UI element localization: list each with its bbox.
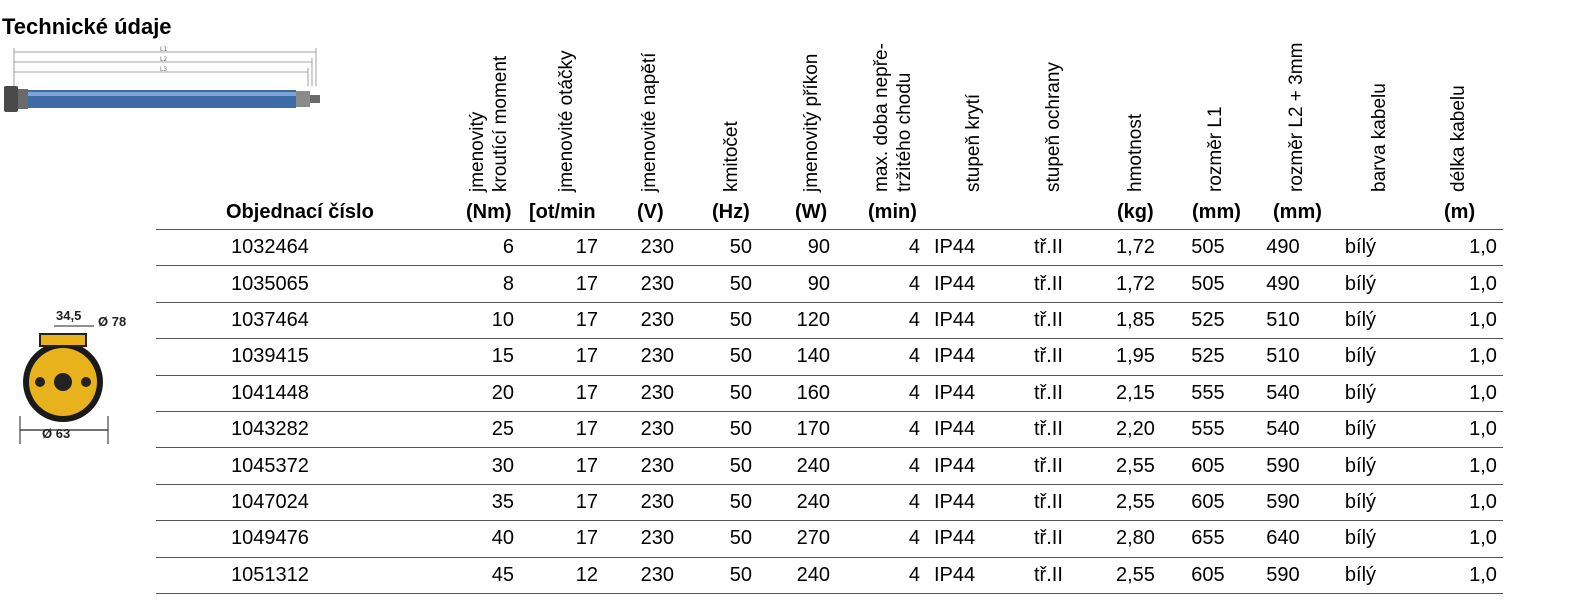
- table-cell: tř.II: [1006, 302, 1063, 338]
- column-header-text: stupeň krytí: [963, 93, 984, 192]
- table-cell: 540: [1243, 411, 1323, 447]
- table-cell: 1,0: [1423, 230, 1503, 266]
- table-cell: 240: [766, 484, 848, 520]
- column-header-text: rozměr L2 + 3mm: [1286, 42, 1307, 192]
- table-cell: 140: [766, 339, 848, 375]
- table-cell: 1,95: [1063, 339, 1173, 375]
- table-cell: 1,0: [1423, 557, 1503, 593]
- dim-l3-label: L3: [160, 66, 168, 73]
- table-cell: 1,72: [1063, 266, 1173, 302]
- table-cell: IP44: [926, 302, 1006, 338]
- column-unit: (V): [637, 201, 664, 223]
- column-header: [962, 6, 985, 192]
- table-cell: 1,0: [1423, 484, 1503, 520]
- table-cell: 230: [606, 302, 686, 338]
- table-cell: 510: [1243, 302, 1323, 338]
- table-cell: 230: [606, 411, 686, 447]
- table-cell: 2,55: [1063, 484, 1173, 520]
- table-cell: 17: [524, 375, 606, 411]
- table-cell: 4: [848, 375, 926, 411]
- table-cell: 4: [848, 411, 926, 447]
- table-cell: 605: [1173, 484, 1243, 520]
- spec-table: [156, 229, 1503, 594]
- table-cell: 17: [524, 448, 606, 484]
- table-cell: bílý: [1323, 521, 1423, 557]
- column-unit: (kg): [1117, 201, 1154, 223]
- table-cell: 1039415: [156, 339, 384, 375]
- table-cell: 160: [766, 375, 848, 411]
- table-cell: 2,20: [1063, 411, 1173, 447]
- table-cell: 1,0: [1423, 302, 1503, 338]
- table-cell: 1049476: [156, 521, 384, 557]
- dim-63-label: Ø 63: [42, 426, 71, 441]
- table-cell: 30: [384, 448, 524, 484]
- dim-l1-label: L1: [160, 46, 168, 53]
- table-cell: 50: [686, 266, 766, 302]
- table-cell: 4: [848, 230, 926, 266]
- table-row: [156, 339, 1503, 375]
- table-cell: 1,0: [1423, 266, 1503, 302]
- table-cell: 2,80: [1063, 521, 1173, 557]
- table-cell: 50: [686, 448, 766, 484]
- table-row: [156, 557, 1503, 593]
- table-cell: IP44: [926, 339, 1006, 375]
- table-cell: 90: [766, 266, 848, 302]
- table-cell: 510: [1243, 339, 1323, 375]
- column-unit: (mm): [1273, 201, 1322, 223]
- table-cell: 20: [384, 375, 524, 411]
- column-unit: (W): [795, 201, 828, 223]
- column-header-text: max. doba nepře- tržitého chodu: [871, 43, 915, 192]
- column-header-text: barva kabelu: [1369, 83, 1390, 192]
- table-cell: 4: [848, 448, 926, 484]
- table-cell: 230: [606, 375, 686, 411]
- table-cell: 2,55: [1063, 557, 1173, 593]
- table-cell: IP44: [926, 375, 1006, 411]
- table-row: [156, 411, 1503, 447]
- table-cell: bílý: [1323, 375, 1423, 411]
- table-cell: IP44: [926, 230, 1006, 266]
- table-row: [156, 375, 1503, 411]
- column-unit: (m): [1444, 201, 1476, 223]
- table-cell: 4: [848, 521, 926, 557]
- table-cell: 1045372: [156, 448, 384, 484]
- table-cell: 1051312: [156, 557, 384, 593]
- table-cell: 1,0: [1423, 339, 1503, 375]
- table-cell: 120: [766, 302, 848, 338]
- table-cell: 4: [848, 484, 926, 520]
- column-unit: (min): [868, 201, 917, 223]
- table-cell: 1043282: [156, 411, 384, 447]
- table-cell: 4: [848, 266, 926, 302]
- table-cell: 2,15: [1063, 375, 1173, 411]
- column-header: [555, 6, 578, 192]
- table-cell: bílý: [1323, 448, 1423, 484]
- column-header: [870, 6, 916, 192]
- table-cell: tř.II: [1006, 339, 1063, 375]
- table-cell: tř.II: [1006, 448, 1063, 484]
- column-header-text: jmenovitý kroutící moment: [467, 55, 511, 192]
- table-cell: 1047024: [156, 484, 384, 520]
- column-header: [800, 6, 823, 192]
- table-cell: 90: [766, 230, 848, 266]
- table-cell: IP44: [926, 411, 1006, 447]
- table-cell: 1041448: [156, 375, 384, 411]
- table-cell: 6: [384, 230, 524, 266]
- table-cell: bílý: [1323, 302, 1423, 338]
- table-cell: 17: [524, 339, 606, 375]
- table-cell: 25: [384, 411, 524, 447]
- table-cell: 525: [1173, 339, 1243, 375]
- table-cell: tř.II: [1006, 411, 1063, 447]
- table-row: [156, 521, 1503, 557]
- table-cell: 50: [686, 339, 766, 375]
- table-cell: 4: [848, 557, 926, 593]
- table-cell: 8: [384, 266, 524, 302]
- table-cell: 17: [524, 521, 606, 557]
- table-cell: IP44: [926, 557, 1006, 593]
- table-cell: 605: [1173, 557, 1243, 593]
- table-cell: 490: [1243, 266, 1323, 302]
- column-header: [466, 6, 512, 192]
- table-cell: 1,0: [1423, 411, 1503, 447]
- column-header-text: kmitočet: [721, 121, 742, 192]
- table-cell: 40: [384, 521, 524, 557]
- motor-head-drawing: [18, 306, 148, 456]
- table-cell: 15: [384, 339, 524, 375]
- table-cell: 1,72: [1063, 230, 1173, 266]
- table-cell: tř.II: [1006, 484, 1063, 520]
- table-cell: tř.II: [1006, 375, 1063, 411]
- dim-78-label: Ø 78: [98, 314, 127, 329]
- table-cell: 1,85: [1063, 302, 1173, 338]
- table-cell: 17: [524, 411, 606, 447]
- column-header: [1042, 6, 1065, 192]
- table-cell: 1032464: [156, 230, 384, 266]
- table-cell: 4: [848, 302, 926, 338]
- table-cell: 17: [524, 266, 606, 302]
- column-unit: (Hz): [712, 201, 750, 223]
- column-header: [1124, 6, 1147, 192]
- column-header-text: hmotnost: [1125, 113, 1146, 192]
- table-cell: 10: [384, 302, 524, 338]
- table-cell: bílý: [1323, 411, 1423, 447]
- dim-l2-label: L2: [160, 56, 168, 63]
- motor-tube-drawing: [0, 46, 330, 118]
- column-header-text: jmenovité otáčky: [556, 50, 577, 192]
- table-cell: 45: [384, 557, 524, 593]
- table-cell: 590: [1243, 484, 1323, 520]
- table-row: [156, 484, 1503, 520]
- table-cell: 555: [1173, 375, 1243, 411]
- table-cell: 505: [1173, 266, 1243, 302]
- table-cell: 12: [524, 557, 606, 593]
- column-header: [638, 6, 661, 192]
- table-cell: tř.II: [1006, 266, 1063, 302]
- table-cell: IP44: [926, 266, 1006, 302]
- table-row: [156, 448, 1503, 484]
- table-cell: 540: [1243, 375, 1323, 411]
- table-cell: tř.II: [1006, 557, 1063, 593]
- dim-34-5-label: 34,5: [56, 308, 82, 323]
- table-cell: tř.II: [1006, 521, 1063, 557]
- table-cell: 590: [1243, 448, 1323, 484]
- table-cell: IP44: [926, 484, 1006, 520]
- table-cell: 230: [606, 230, 686, 266]
- table-cell: IP44: [926, 448, 1006, 484]
- column-header-text: jmenovité napětí: [639, 52, 660, 192]
- table-cell: 2,55: [1063, 448, 1173, 484]
- table-row: [156, 266, 1503, 302]
- column-header: [1368, 6, 1391, 192]
- table-cell: 1,0: [1423, 375, 1503, 411]
- table-cell: 230: [606, 266, 686, 302]
- column-unit: (Nm): [466, 201, 512, 223]
- table-cell: 50: [686, 411, 766, 447]
- column-header-text: stupeň ochrany: [1043, 62, 1064, 192]
- column-header-text: jmenovitý příkon: [801, 53, 822, 192]
- table-cell: bílý: [1323, 339, 1423, 375]
- table-row: [156, 230, 1503, 266]
- table-cell: 50: [686, 230, 766, 266]
- column-header: [720, 6, 743, 192]
- table-cell: 50: [686, 484, 766, 520]
- column-unit: (mm): [1192, 201, 1241, 223]
- table-cell: 490: [1243, 230, 1323, 266]
- table-cell: 240: [766, 448, 848, 484]
- column-header: [1285, 6, 1308, 192]
- column-header: [1204, 6, 1227, 192]
- table-cell: 230: [606, 521, 686, 557]
- table-cell: IP44: [926, 521, 1006, 557]
- table-cell: 50: [686, 521, 766, 557]
- table-cell: 50: [686, 557, 766, 593]
- table-cell: 17: [524, 302, 606, 338]
- table-cell: 50: [686, 375, 766, 411]
- table-cell: 230: [606, 448, 686, 484]
- table-cell: 1037464: [156, 302, 384, 338]
- table-cell: 605: [1173, 448, 1243, 484]
- table-cell: 240: [766, 557, 848, 593]
- table-cell: bílý: [1323, 484, 1423, 520]
- table-cell: 505: [1173, 230, 1243, 266]
- table-cell: 170: [766, 411, 848, 447]
- table-cell: 655: [1173, 521, 1243, 557]
- table-cell: 230: [606, 339, 686, 375]
- table-cell: 230: [606, 484, 686, 520]
- table-cell: 1,0: [1423, 448, 1503, 484]
- table-cell: 17: [524, 484, 606, 520]
- table-cell: 555: [1173, 411, 1243, 447]
- column-header: [1447, 6, 1470, 192]
- table-cell: bílý: [1323, 230, 1423, 266]
- table-cell: tř.II: [1006, 230, 1063, 266]
- table-cell: bílý: [1323, 266, 1423, 302]
- column-header-text: rozměr L1: [1205, 106, 1226, 192]
- table-cell: 590: [1243, 557, 1323, 593]
- column-unit: [ot/min: [529, 201, 596, 223]
- table-cell: 270: [766, 521, 848, 557]
- table-cell: 17: [524, 230, 606, 266]
- column-header-text: délka kabelu: [1448, 85, 1469, 192]
- table-cell: 230: [606, 557, 686, 593]
- table-row: [156, 302, 1503, 338]
- table-cell: 50: [686, 302, 766, 338]
- table-cell: 1,0: [1423, 521, 1503, 557]
- table-cell: 35: [384, 484, 524, 520]
- order-number-header: Objednací číslo: [226, 201, 374, 223]
- table-cell: 1035065: [156, 266, 384, 302]
- table-cell: 4: [848, 339, 926, 375]
- table-cell: 640: [1243, 521, 1323, 557]
- table-cell: 525: [1173, 302, 1243, 338]
- page-title: Technické údaje: [2, 14, 172, 39]
- table-cell: bílý: [1323, 557, 1423, 593]
